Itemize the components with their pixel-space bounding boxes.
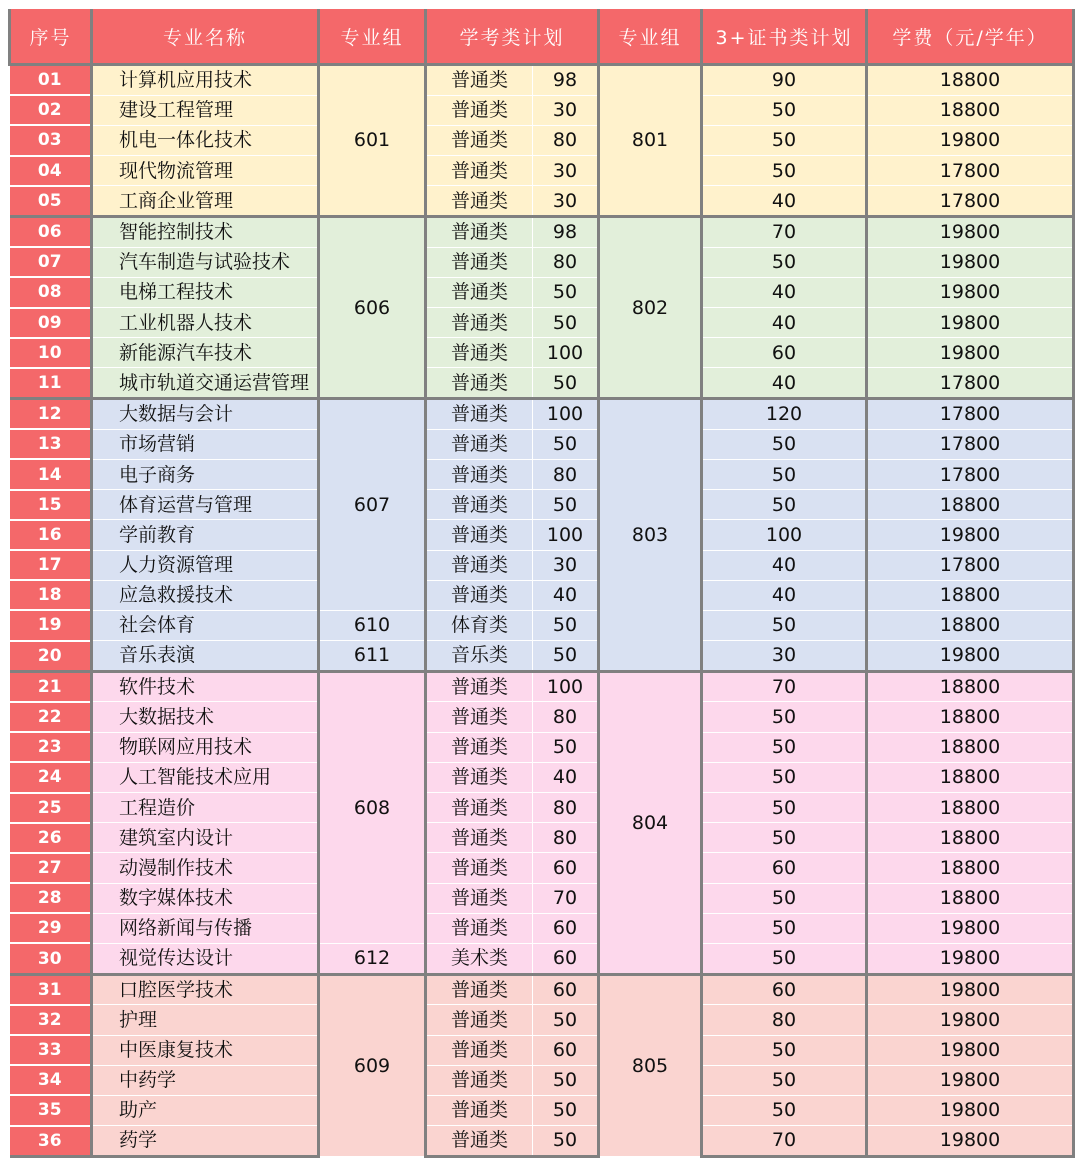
exam-category: 普通类 [426, 277, 533, 307]
tuition-fee: 19800 [867, 1005, 1074, 1035]
cert-plan-count: 50 [702, 823, 867, 853]
exam-category: 普通类 [426, 338, 533, 368]
major-name: 音乐表演 [92, 641, 319, 672]
exam-plan-count: 100 [533, 520, 599, 550]
major-name: 机电一体化技术 [92, 125, 319, 155]
exam-plan-count: 50 [533, 1126, 599, 1157]
major-name: 人力资源管理 [92, 550, 319, 580]
tuition-fee: 19800 [867, 1126, 1074, 1157]
tuition-fee: 19800 [867, 338, 1074, 368]
major-group-b: 801 [599, 65, 702, 217]
header-row [10, 9, 1074, 65]
tuition-fee: 18800 [867, 610, 1074, 640]
exam-plan-count: 30 [533, 156, 599, 186]
exam-category: 普通类 [426, 156, 533, 186]
exam-plan-count: 50 [533, 368, 599, 399]
exam-plan-count: 50 [533, 308, 599, 338]
exam-plan-count: 30 [533, 550, 599, 580]
cert-plan-count: 50 [702, 1095, 867, 1125]
row-index: 36 [10, 1126, 92, 1157]
exam-category: 普通类 [426, 1035, 533, 1065]
cert-plan-count: 50 [702, 883, 867, 913]
row-index: 19 [10, 610, 92, 640]
table-row [10, 95, 1074, 125]
exam-category: 普通类 [426, 1065, 533, 1095]
row-index: 27 [10, 853, 92, 883]
major-name: 中医康复技术 [92, 1035, 319, 1065]
exam-category: 普通类 [426, 853, 533, 883]
table-row [10, 1065, 1074, 1095]
row-index: 28 [10, 883, 92, 913]
table-row [10, 883, 1074, 913]
exam-category: 普通类 [426, 399, 533, 430]
table-row [10, 429, 1074, 459]
tuition-fee: 18800 [867, 580, 1074, 610]
cert-plan-count: 50 [702, 156, 867, 186]
major-name: 建筑室内设计 [92, 823, 319, 853]
row-index: 13 [10, 429, 92, 459]
table-row [10, 610, 1074, 640]
tuition-fee: 18800 [867, 702, 1074, 732]
exam-category: 普通类 [426, 823, 533, 853]
major-name: 网络新闻与传播 [92, 913, 319, 943]
cert-plan-count: 80 [702, 1005, 867, 1035]
row-index: 09 [10, 308, 92, 338]
exam-category: 普通类 [426, 671, 533, 702]
cert-plan-count: 50 [702, 702, 867, 732]
exam-plan-count: 50 [533, 277, 599, 307]
row-index: 23 [10, 732, 92, 762]
tuition-fee: 19800 [867, 913, 1074, 943]
major-name: 应急救援技术 [92, 580, 319, 610]
exam-category: 普通类 [426, 65, 533, 96]
tuition-fee: 17800 [867, 429, 1074, 459]
exam-category: 普通类 [426, 308, 533, 338]
major-name: 工程造价 [92, 793, 319, 823]
row-index: 15 [10, 490, 92, 520]
cert-plan-count: 60 [702, 338, 867, 368]
table-row [10, 943, 1074, 974]
table-row [10, 641, 1074, 672]
tuition-fee: 17800 [867, 399, 1074, 430]
row-index: 14 [10, 459, 92, 489]
cert-plan-count: 30 [702, 641, 867, 672]
header-exam-plan: 学考类计划 [426, 9, 599, 65]
exam-plan-count: 50 [533, 1005, 599, 1035]
table-row [10, 247, 1074, 277]
major-group-a: 601 [319, 65, 426, 217]
cert-plan-count: 100 [702, 520, 867, 550]
cert-plan-count: 50 [702, 125, 867, 155]
cert-plan-count: 50 [702, 1065, 867, 1095]
cert-plan-count: 40 [702, 368, 867, 399]
cert-plan-count: 40 [702, 186, 867, 217]
row-index: 16 [10, 520, 92, 550]
row-index: 25 [10, 793, 92, 823]
major-name: 中药学 [92, 1065, 319, 1095]
table-row [10, 823, 1074, 853]
row-index: 10 [10, 338, 92, 368]
exam-plan-count: 50 [533, 1065, 599, 1095]
tuition-fee: 19800 [867, 1035, 1074, 1065]
cert-plan-count: 50 [702, 247, 867, 277]
exam-category: 普通类 [426, 1126, 533, 1157]
table-row [10, 308, 1074, 338]
table-body [10, 65, 1074, 1157]
tuition-fee: 19800 [867, 125, 1074, 155]
header-index: 序号 [10, 9, 92, 65]
table-row [10, 1095, 1074, 1125]
exam-category: 普通类 [426, 762, 533, 792]
major-name: 大数据与会计 [92, 399, 319, 430]
tuition-fee: 18800 [867, 732, 1074, 762]
row-index: 07 [10, 247, 92, 277]
row-index: 35 [10, 1095, 92, 1125]
major-group-b: 802 [599, 216, 702, 398]
cert-plan-count: 50 [702, 943, 867, 974]
table-row [10, 216, 1074, 247]
cert-plan-count: 40 [702, 308, 867, 338]
major-name: 物联网应用技术 [92, 732, 319, 762]
major-group-a: 610 [319, 610, 426, 640]
major-name: 电子商务 [92, 459, 319, 489]
cert-plan-count: 50 [702, 610, 867, 640]
row-index: 31 [10, 974, 92, 1005]
exam-plan-count: 60 [533, 1035, 599, 1065]
exam-plan-count: 30 [533, 186, 599, 217]
enrollment-plan-table [8, 9, 1075, 1158]
exam-category: 普通类 [426, 186, 533, 217]
exam-plan-count: 50 [533, 490, 599, 520]
tuition-fee: 19800 [867, 277, 1074, 307]
cert-plan-count: 50 [702, 913, 867, 943]
exam-plan-count: 80 [533, 702, 599, 732]
tuition-fee: 18800 [867, 853, 1074, 883]
row-index: 01 [10, 65, 92, 96]
major-group-a: 612 [319, 943, 426, 974]
major-group-a: 608 [319, 671, 426, 943]
major-group-a: 609 [319, 974, 426, 1156]
table-row [10, 793, 1074, 823]
exam-category: 普通类 [426, 1005, 533, 1035]
major-name: 软件技术 [92, 671, 319, 702]
row-index: 26 [10, 823, 92, 853]
exam-plan-count: 50 [533, 1095, 599, 1125]
exam-plan-count: 80 [533, 247, 599, 277]
major-group-b: 804 [599, 671, 702, 974]
exam-plan-count: 70 [533, 883, 599, 913]
exam-plan-count: 100 [533, 399, 599, 430]
table-row [10, 974, 1074, 1005]
exam-category: 普通类 [426, 429, 533, 459]
cert-plan-count: 40 [702, 550, 867, 580]
tuition-fee: 17800 [867, 550, 1074, 580]
exam-plan-count: 60 [533, 913, 599, 943]
row-index: 24 [10, 762, 92, 792]
header-cert-plan: 3+证书类计划 [702, 9, 867, 65]
row-index: 17 [10, 550, 92, 580]
exam-category: 普通类 [426, 702, 533, 732]
exam-category: 普通类 [426, 459, 533, 489]
tuition-fee: 19800 [867, 247, 1074, 277]
row-index: 22 [10, 702, 92, 732]
major-name: 市场营销 [92, 429, 319, 459]
exam-plan-count: 80 [533, 125, 599, 155]
major-name: 工业机器人技术 [92, 308, 319, 338]
major-name: 城市轨道交通运营管理 [92, 368, 319, 399]
cert-plan-count: 50 [702, 490, 867, 520]
cert-plan-count: 50 [702, 429, 867, 459]
exam-category: 普通类 [426, 520, 533, 550]
major-name: 现代物流管理 [92, 156, 319, 186]
table-row [10, 1005, 1074, 1035]
exam-plan-count: 60 [533, 974, 599, 1005]
cert-plan-count: 70 [702, 1126, 867, 1157]
major-group-b: 805 [599, 974, 702, 1156]
exam-plan-count: 60 [533, 853, 599, 883]
tuition-fee: 18800 [867, 95, 1074, 125]
table-row [10, 1126, 1074, 1157]
major-name: 口腔医学技术 [92, 974, 319, 1005]
table-row [10, 702, 1074, 732]
table-row [10, 762, 1074, 792]
cert-plan-count: 70 [702, 216, 867, 247]
table-row [10, 277, 1074, 307]
cert-plan-count: 50 [702, 1035, 867, 1065]
exam-plan-count: 30 [533, 95, 599, 125]
cert-plan-count: 60 [702, 853, 867, 883]
exam-category: 普通类 [426, 125, 533, 155]
tuition-fee: 18800 [867, 762, 1074, 792]
row-index: 02 [10, 95, 92, 125]
tuition-fee: 18800 [867, 883, 1074, 913]
exam-plan-count: 50 [533, 732, 599, 762]
table-row [10, 732, 1074, 762]
exam-category: 普通类 [426, 216, 533, 247]
tuition-fee: 18800 [867, 823, 1074, 853]
tuition-fee: 19800 [867, 520, 1074, 550]
table-row [10, 490, 1074, 520]
exam-category: 普通类 [426, 580, 533, 610]
table-row [10, 1035, 1074, 1065]
table-row [10, 125, 1074, 155]
major-name: 护理 [92, 1005, 319, 1035]
tuition-fee: 19800 [867, 641, 1074, 672]
major-name: 数字媒体技术 [92, 883, 319, 913]
exam-plan-count: 80 [533, 459, 599, 489]
table-row [10, 853, 1074, 883]
exam-plan-count: 50 [533, 641, 599, 672]
table-row [10, 368, 1074, 399]
row-index: 03 [10, 125, 92, 155]
cert-plan-count: 50 [702, 95, 867, 125]
exam-plan-count: 50 [533, 429, 599, 459]
table-row [10, 671, 1074, 702]
table-row [10, 580, 1074, 610]
major-name: 电梯工程技术 [92, 277, 319, 307]
header-tuition: 学费（元/学年） [867, 9, 1074, 65]
row-index: 32 [10, 1005, 92, 1035]
cert-plan-count: 50 [702, 459, 867, 489]
major-name: 工商企业管理 [92, 186, 319, 217]
table-row [10, 338, 1074, 368]
exam-category: 普通类 [426, 913, 533, 943]
cert-plan-count: 90 [702, 65, 867, 96]
cert-plan-count: 50 [702, 762, 867, 792]
exam-category: 普通类 [426, 490, 533, 520]
exam-plan-count: 40 [533, 580, 599, 610]
cert-plan-count: 40 [702, 580, 867, 610]
row-index: 20 [10, 641, 92, 672]
exam-plan-count: 80 [533, 823, 599, 853]
exam-category: 普通类 [426, 732, 533, 762]
row-index: 33 [10, 1035, 92, 1065]
table-row [10, 186, 1074, 217]
major-name: 智能控制技术 [92, 216, 319, 247]
header-major-group-a: 专业组 [319, 9, 426, 65]
tuition-fee: 17800 [867, 368, 1074, 399]
major-name: 助产 [92, 1095, 319, 1125]
major-name: 大数据技术 [92, 702, 319, 732]
exam-category: 普通类 [426, 95, 533, 125]
tuition-fee: 18800 [867, 65, 1074, 96]
exam-plan-count: 80 [533, 793, 599, 823]
exam-category: 普通类 [426, 793, 533, 823]
exam-category: 普通类 [426, 368, 533, 399]
cert-plan-count: 70 [702, 671, 867, 702]
major-name: 体育运营与管理 [92, 490, 319, 520]
cert-plan-count: 50 [702, 732, 867, 762]
tuition-fee: 18800 [867, 490, 1074, 520]
cert-plan-count: 60 [702, 974, 867, 1005]
tuition-fee: 19800 [867, 974, 1074, 1005]
exam-category: 体育类 [426, 610, 533, 640]
table-row [10, 520, 1074, 550]
table-row [10, 65, 1074, 96]
exam-plan-count: 50 [533, 610, 599, 640]
tuition-fee: 19800 [867, 1095, 1074, 1125]
exam-plan-count: 40 [533, 762, 599, 792]
table-row [10, 913, 1074, 943]
exam-category: 音乐类 [426, 641, 533, 672]
major-name: 人工智能技术应用 [92, 762, 319, 792]
tuition-fee: 19800 [867, 308, 1074, 338]
cert-plan-count: 120 [702, 399, 867, 430]
tuition-fee: 18800 [867, 793, 1074, 823]
major-group-a: 606 [319, 216, 426, 398]
tuition-fee: 17800 [867, 186, 1074, 217]
major-name: 视觉传达设计 [92, 943, 319, 974]
major-name: 汽车制造与试验技术 [92, 247, 319, 277]
row-index: 12 [10, 399, 92, 430]
exam-category: 美术类 [426, 943, 533, 974]
row-index: 04 [10, 156, 92, 186]
exam-category: 普通类 [426, 550, 533, 580]
tuition-fee: 19800 [867, 1065, 1074, 1095]
major-group-b: 803 [599, 399, 702, 672]
exam-plan-count: 60 [533, 943, 599, 974]
row-index: 30 [10, 943, 92, 974]
exam-category: 普通类 [426, 883, 533, 913]
table-row [10, 550, 1074, 580]
row-index: 21 [10, 671, 92, 702]
row-index: 18 [10, 580, 92, 610]
major-name: 学前教育 [92, 520, 319, 550]
table-row [10, 459, 1074, 489]
tuition-fee: 19800 [867, 943, 1074, 974]
table-row [10, 399, 1074, 430]
major-group-a: 611 [319, 641, 426, 672]
cert-plan-count: 40 [702, 277, 867, 307]
row-index: 11 [10, 368, 92, 399]
major-name: 新能源汽车技术 [92, 338, 319, 368]
header-major-name: 专业名称 [92, 9, 319, 65]
row-index: 34 [10, 1065, 92, 1095]
major-group-a: 607 [319, 399, 426, 611]
major-name: 计算机应用技术 [92, 65, 319, 96]
header-major-group-b: 专业组 [599, 9, 702, 65]
cert-plan-count: 50 [702, 793, 867, 823]
major-name: 药学 [92, 1126, 319, 1157]
major-name: 动漫制作技术 [92, 853, 319, 883]
row-index: 06 [10, 216, 92, 247]
enrollment-plan-table-container [8, 9, 1072, 1158]
exam-plan-count: 100 [533, 338, 599, 368]
row-index: 08 [10, 277, 92, 307]
row-index: 29 [10, 913, 92, 943]
row-index: 05 [10, 186, 92, 217]
exam-category: 普通类 [426, 1095, 533, 1125]
exam-category: 普通类 [426, 247, 533, 277]
exam-plan-count: 98 [533, 65, 599, 96]
major-name: 建设工程管理 [92, 95, 319, 125]
tuition-fee: 17800 [867, 156, 1074, 186]
tuition-fee: 18800 [867, 671, 1074, 702]
table-row [10, 156, 1074, 186]
exam-plan-count: 98 [533, 216, 599, 247]
exam-plan-count: 100 [533, 671, 599, 702]
major-name: 社会体育 [92, 610, 319, 640]
tuition-fee: 17800 [867, 459, 1074, 489]
tuition-fee: 19800 [867, 216, 1074, 247]
exam-category: 普通类 [426, 974, 533, 1005]
